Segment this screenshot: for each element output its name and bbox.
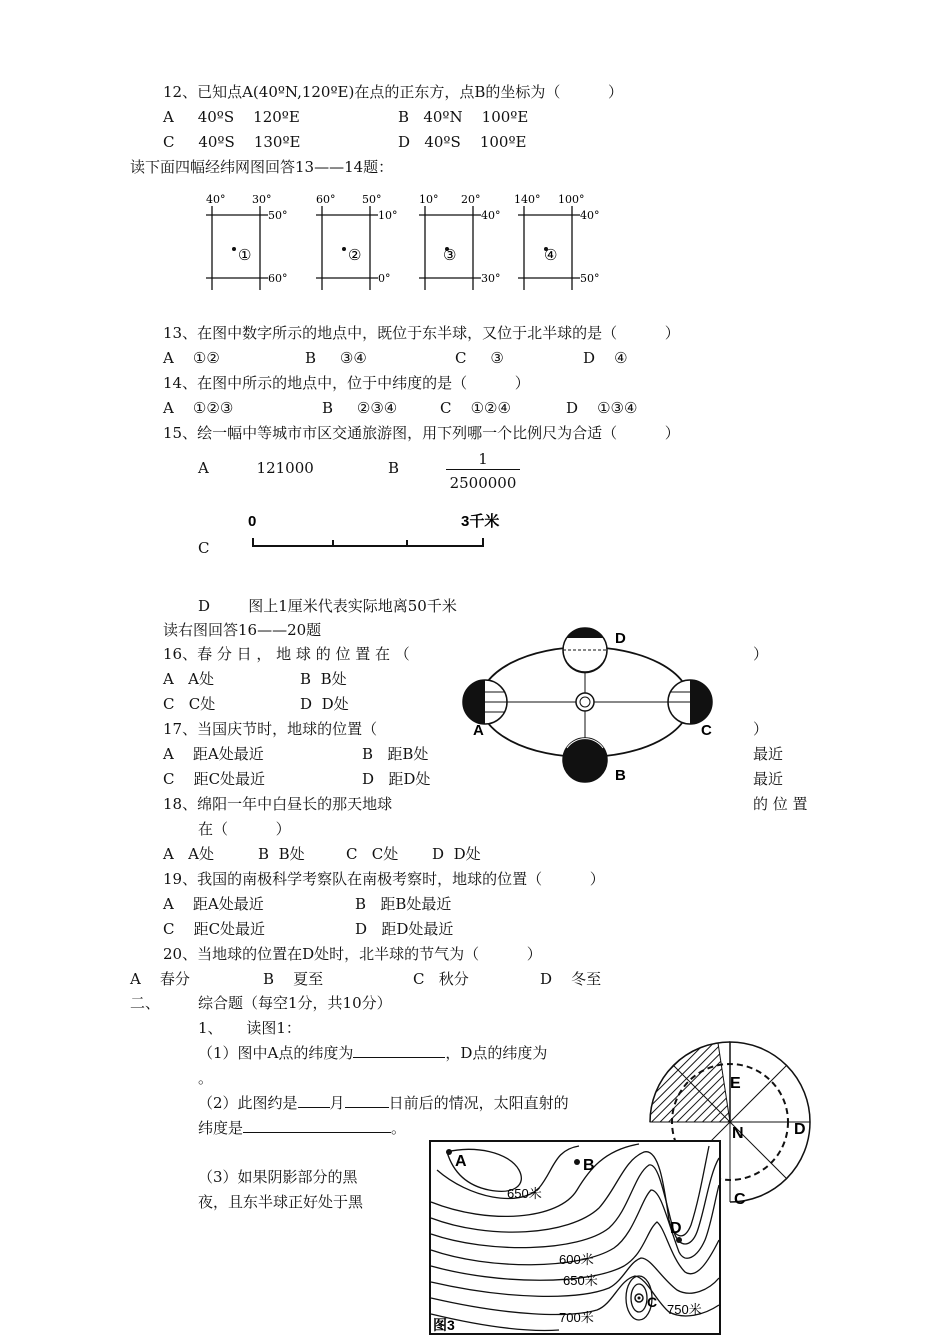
q17-option-b[interactable]: B 距B处	[362, 745, 429, 763]
grid2-number: ②	[348, 246, 362, 264]
q18-option-a[interactable]: A A处	[163, 845, 214, 863]
orbit-label-c: C	[701, 722, 712, 739]
grid-diagram-3	[413, 192, 508, 292]
grid2-right-bottom-label: 0°	[378, 272, 391, 285]
q16-close: ）	[753, 645, 769, 663]
q17-stem: 17、当国庆节时，地球的位置（	[163, 720, 378, 738]
q18-option-c[interactable]: C C处	[346, 845, 399, 863]
q15-option-c-letter[interactable]: C	[198, 539, 210, 557]
q19-option-a[interactable]: A 距A处最近	[163, 895, 264, 913]
q20-option-a[interactable]: A 春分	[130, 970, 190, 988]
q13-option-c[interactable]: C ③	[455, 349, 504, 367]
orbit-label-d: D	[615, 630, 626, 647]
orbit-label-b: B	[615, 767, 626, 784]
q15-option-d[interactable]: D 图上1厘米代表实际地离50千米	[198, 597, 457, 615]
scale-zero-label: 0	[248, 513, 257, 530]
grid-diagram-4	[512, 192, 607, 292]
q15-scale-bar	[245, 510, 545, 555]
grid2-top-right-label: 50°	[362, 193, 382, 206]
fraction-denominator: 2500000	[449, 474, 517, 492]
grid2-right-top-label: 10°	[378, 209, 398, 222]
fig3-contour-600: 600米	[559, 1252, 594, 1267]
answer-blank-month[interactable]	[298, 1093, 330, 1108]
q12-stem: 12、已知点A(40ºN,120ºE)在点的正东方，点B的坐标为（ ）	[163, 83, 624, 101]
earth-orbit-diagram	[455, 620, 725, 790]
q13-option-d[interactable]: D ④	[583, 349, 628, 367]
q16-option-d[interactable]: D D处	[300, 695, 349, 713]
grid1-number: ①	[238, 246, 252, 264]
q16-option-a[interactable]: A A处	[163, 670, 214, 688]
q19-stem: 19、我国的南极科学考察队在南极考察时，地球的位置（ ）	[163, 870, 605, 888]
section2-q2-cont: 纬度是 。	[198, 1119, 407, 1137]
earth-position-c	[668, 680, 712, 724]
fig3-contour-700: 700米	[559, 1310, 594, 1325]
q17-option-b-wrap: 最近	[753, 745, 784, 763]
fig1-label-d: D	[794, 1121, 806, 1138]
grid-diagram-2	[310, 192, 405, 292]
q20-stem: 20、当地球的位置在D处时，北半球的节气为（ ）	[163, 945, 542, 963]
q14-option-d[interactable]: D ①③④	[566, 399, 638, 417]
answer-blank-day[interactable]	[345, 1093, 389, 1108]
fig3-contour-650-top: 650米	[507, 1186, 542, 1201]
section2-number: 二、	[130, 994, 161, 1012]
q17-option-a[interactable]: A 距A处最近	[163, 745, 264, 763]
fig1-label-n: N	[732, 1125, 744, 1142]
grid2-top-left-label: 60°	[316, 193, 336, 206]
q13-stem: 13、在图中数字所示的地点中，既位于东半球，又位于北半球的是（ ）	[163, 324, 680, 342]
q18-stem: 18、绵阳一年中白昼长的那天地球	[163, 795, 393, 813]
q16-option-b[interactable]: B B处	[300, 670, 347, 688]
q17-close: ）	[753, 720, 769, 738]
section2-q3-cont: 夜，且东半球正好处于黑	[198, 1193, 364, 1211]
section2-q1-end: 。	[198, 1069, 214, 1087]
read-13-14-instruction: 读下面四幅经纬网图回答13——14题：	[130, 158, 394, 176]
q19-option-d[interactable]: D 距D处最近	[355, 920, 454, 938]
scale-end-label: 3千米	[461, 513, 500, 530]
grid4-top-right-label: 100°	[558, 193, 585, 206]
earth-position-b	[563, 738, 607, 782]
section2-q1: （1）图中A点的纬度为 ，D点的纬度为	[198, 1044, 548, 1062]
earth-position-d	[563, 628, 607, 673]
grid1-top-left-label: 40°	[206, 193, 226, 206]
figure3-contour-map	[429, 1140, 721, 1336]
q15-option-a[interactable]: A 121000	[198, 459, 314, 477]
q12-option-a[interactable]: A 40ºS 120ºE	[163, 108, 300, 126]
grid1-right-top-label: 50°	[268, 209, 288, 222]
q14-stem: 14、在图中所示的地点中，位于中纬度的是（ ）	[163, 374, 530, 392]
fig1-label-c: C	[734, 1191, 746, 1208]
grid4-right-bottom-label: 50°	[580, 272, 600, 285]
fraction-numerator: 1	[478, 450, 488, 468]
grid3-right-top-label: 40°	[481, 209, 501, 222]
fig3-point-a: A	[455, 1153, 467, 1170]
grid1-top-right-label: 30°	[252, 193, 272, 206]
q19-option-b[interactable]: B 距B处最近	[355, 895, 452, 913]
grid4-right-top-label: 40°	[580, 209, 600, 222]
grid4-top-left-label: 140°	[514, 193, 541, 206]
answer-blank-a-latitude[interactable]	[353, 1043, 445, 1058]
section2-q2: （2）此图约是 月 日前后的情况，太阳直射的	[198, 1094, 569, 1112]
section2-title: 综合题（每空1分，共10分）	[198, 994, 392, 1012]
q13-option-b[interactable]: B ③④	[305, 349, 367, 367]
q20-option-c[interactable]: C 秋分	[413, 970, 469, 988]
fig3-contour-650: 650米	[563, 1273, 598, 1288]
fig3-point-c: C	[647, 1294, 658, 1310]
section2-item1: 1、 读图1：	[198, 1019, 301, 1037]
q18-stem-tail: 的 位 置	[753, 795, 808, 813]
q14-option-a[interactable]: A ①②③	[163, 399, 234, 417]
earth-position-a	[463, 680, 507, 724]
fig3-point-d: D	[670, 1220, 682, 1237]
q15-stem: 15、绘一幅中等城市市区交通旅游图，用下列哪一个比例尺为合适（ ）	[163, 424, 680, 442]
q18-option-d[interactable]: D D处	[432, 845, 481, 863]
q17-option-d[interactable]: D 距D处	[362, 770, 431, 788]
grid3-right-bottom-label: 30°	[481, 272, 501, 285]
q16-stem: 16、春 分 日 ， 地 球 的 位 置 在 （	[163, 645, 410, 663]
grid3-number: ③	[443, 246, 457, 264]
fraction-bar	[446, 469, 520, 470]
grid3-top-left-label: 10°	[419, 193, 439, 206]
read-16-20-instruction: 读右图回答16——20题	[163, 621, 322, 639]
q15-option-b-fraction[interactable]	[446, 450, 520, 492]
q18-option-b[interactable]: B B处	[258, 845, 305, 863]
fig1-label-e: E	[730, 1075, 741, 1092]
grid-diagram-1	[200, 192, 295, 292]
q12-option-c[interactable]: C 40ºS 130ºE	[163, 133, 301, 151]
grid4-number: ④	[544, 246, 558, 264]
q15-option-b-letter[interactable]: B	[388, 459, 400, 477]
grid3-top-right-label: 20°	[461, 193, 481, 206]
q12-option-d[interactable]: D 40ºS 100ºE	[398, 133, 527, 151]
fig3-caption: 图3	[433, 1317, 455, 1333]
grid1-right-bottom-label: 60°	[268, 272, 288, 285]
q18-stem-cont: 在（ ）	[198, 820, 291, 838]
q14-option-c[interactable]: C ①②④	[440, 399, 511, 417]
q13-option-a[interactable]: A ①②	[163, 349, 220, 367]
q17-option-d-wrap: 最近	[753, 770, 784, 788]
fig3-point-b: B	[583, 1157, 595, 1174]
q16-option-c[interactable]: C C处	[163, 695, 216, 713]
q17-option-c[interactable]: C 距C处最近	[163, 770, 266, 788]
orbit-label-a: A	[473, 722, 484, 739]
answer-blank-direct-latitude[interactable]	[243, 1118, 391, 1133]
q14-option-b[interactable]: B ②③④	[322, 399, 398, 417]
q19-option-c[interactable]: C 距C处最近	[163, 920, 266, 938]
section2-q3: （3）如果阴影部分的黑	[198, 1168, 358, 1186]
q12-option-b[interactable]: B 40ºN 100ºE	[398, 108, 529, 126]
q20-option-b[interactable]: B 夏至	[263, 970, 324, 988]
q20-option-d[interactable]: D 冬至	[540, 970, 602, 988]
fig3-contour-750: 750米	[667, 1302, 702, 1317]
